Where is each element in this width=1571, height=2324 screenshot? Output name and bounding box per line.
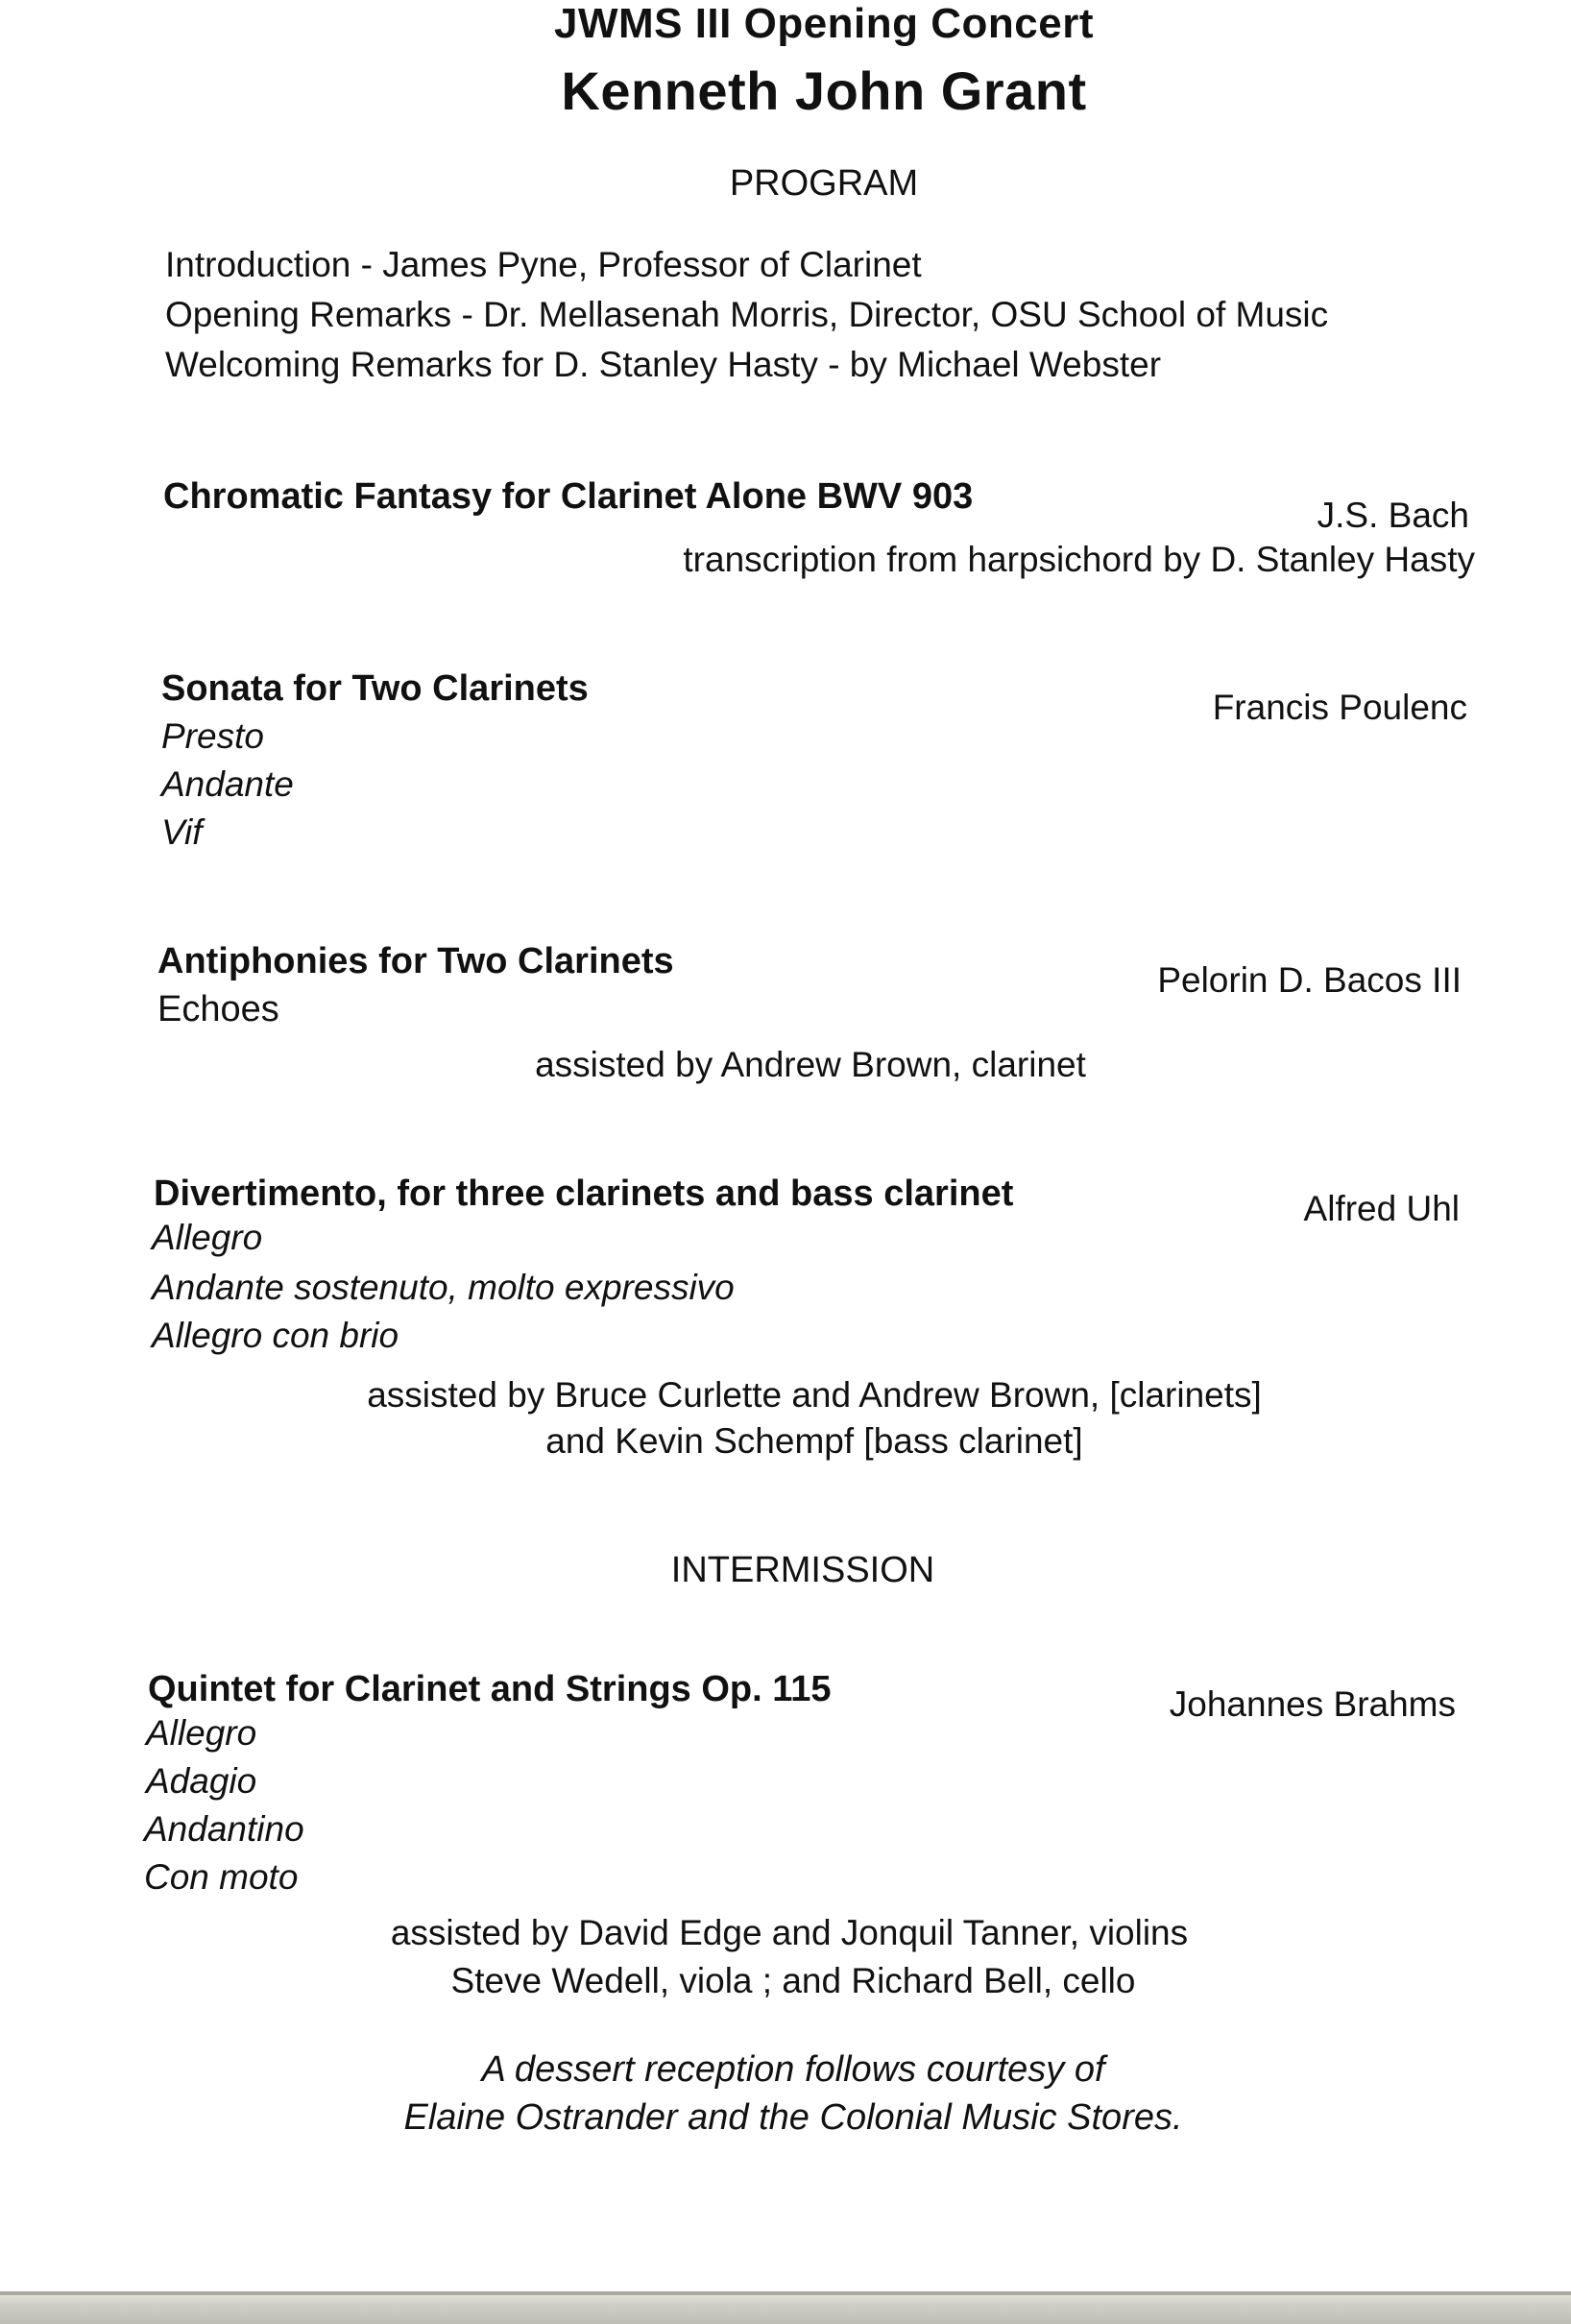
- piece-title-bacos: Antiphonies for Two Clarinets: [157, 941, 674, 981]
- program-heading: PROGRAM: [729, 163, 919, 204]
- assist-uhl-2: and Kevin Schempf [bass clarinet]: [545, 1421, 1083, 1461]
- assist-brahms-2: Steve Wedell, viola ; and Richard Bell, cello: [450, 1961, 1136, 2000]
- remark-welcoming: Welcoming Remarks for D. Stanley Hasty - by Michael Webster: [165, 345, 1162, 384]
- movement-poulenc-3: Vif: [161, 812, 203, 852]
- assist-uhl-1: assisted by Bruce Curlette and Andrew Brown, [clarinets]: [367, 1375, 1262, 1415]
- composer-bacos: Pelorin D. Bacos III: [1157, 960, 1462, 1000]
- subtitle-bacos: Echoes: [157, 989, 279, 1029]
- piece-title-poulenc: Sonata for Two Clarinets: [161, 668, 589, 709]
- intermission-label: INTERMISSION: [670, 1550, 935, 1590]
- remark-introduction: Introduction - James Pyne, Professor of Clarinet: [165, 245, 922, 284]
- paper-edge-line: [0, 2291, 1571, 2295]
- reception-line-2: Elaine Ostrander and the Colonial Music Stores.: [403, 2097, 1183, 2138]
- movement-brahms-4: Con moto: [144, 1857, 299, 1897]
- movement-uhl-2: Andante sostenuto, molto expressivo: [152, 1268, 735, 1307]
- piece-title-brahms: Quintet for Clarinet and Strings Op. 115: [148, 1669, 832, 1709]
- note-bach-transcription: transcription from harpsichord by D. Stanley Hasty: [683, 540, 1475, 579]
- movement-brahms-3: Andantino: [144, 1809, 304, 1849]
- movement-brahms-1: Allegro: [146, 1713, 257, 1753]
- assist-brahms-1: assisted by David Edge and Jonquil Tanner, violins: [390, 1913, 1189, 1952]
- event-title: JWMS III Opening Concert: [553, 0, 1095, 47]
- composer-bach: J.S. Bach: [1317, 496, 1469, 535]
- movement-poulenc-2: Andante: [161, 764, 294, 804]
- assist-bacos: assisted by Andrew Brown, clarinet: [535, 1045, 1086, 1084]
- piece-title-bach: Chromatic Fantasy for Clarinet Alone BWV 903: [163, 476, 974, 517]
- paper-bottom-edge: [0, 2291, 1571, 2324]
- composer-uhl: Alfred Uhl: [1303, 1189, 1460, 1228]
- movement-uhl-3: Allegro con brio: [152, 1316, 399, 1355]
- performer-name: Kenneth John Grant: [561, 61, 1087, 121]
- composer-poulenc: Francis Poulenc: [1212, 688, 1467, 727]
- movement-uhl-1: Allegro: [152, 1218, 263, 1257]
- reception-line-1: A dessert reception follows courtesy of: [481, 2049, 1105, 2090]
- composer-brahms: Johannes Brahms: [1169, 1684, 1456, 1724]
- movement-brahms-2: Adagio: [146, 1761, 257, 1801]
- remark-opening: Opening Remarks - Dr. Mellasenah Morris, Director, OSU School of Music: [165, 295, 1329, 334]
- piece-title-uhl: Divertimento, for three clarinets and bass clarinet: [154, 1174, 1014, 1214]
- movement-poulenc-1: Presto: [161, 716, 264, 756]
